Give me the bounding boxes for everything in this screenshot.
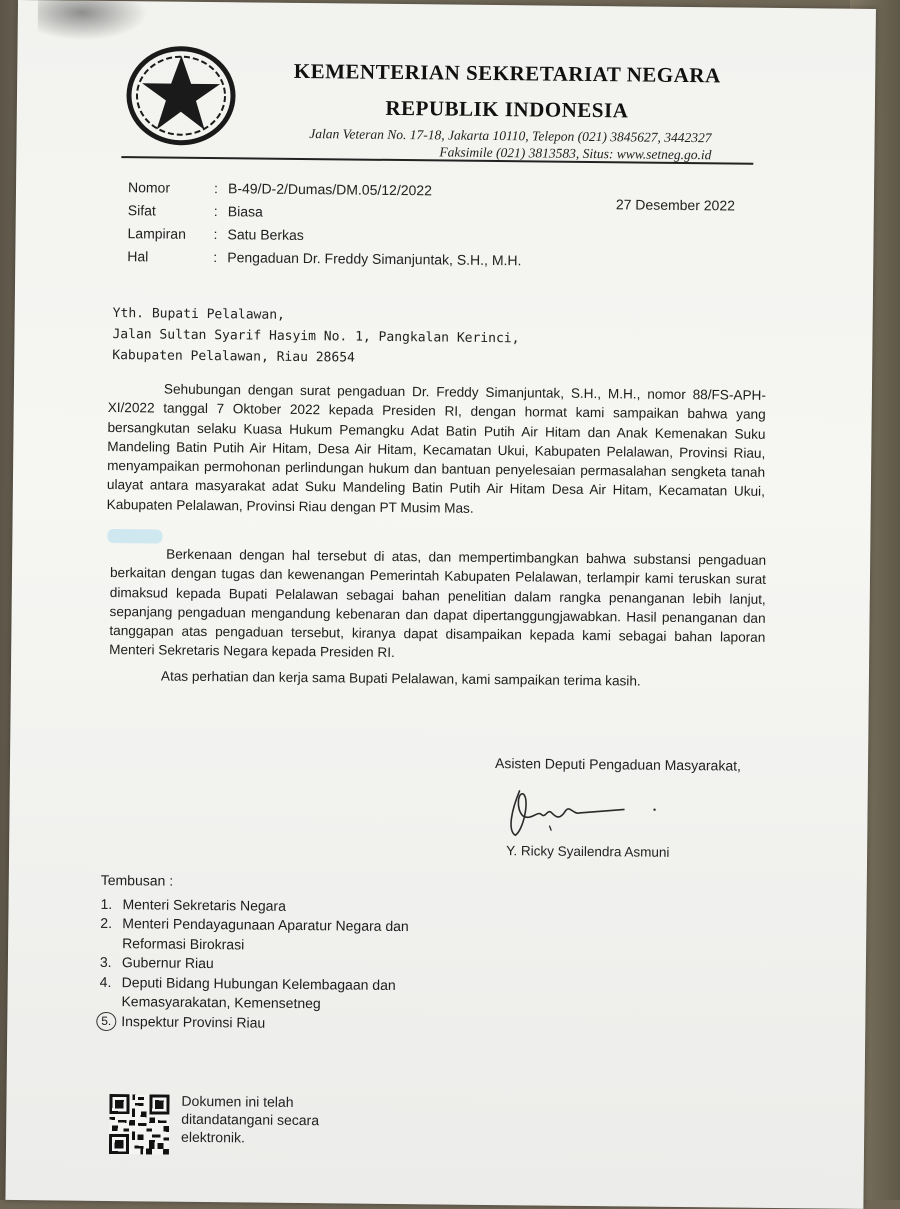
meta-colon: : [214,203,218,219]
meta-value: Biasa [228,203,263,219]
body-paragraph-2: Berkenaan dengan hal tersebut di atas, dan mempertimbangkan bahwa substansi pengaduan berkaitan dengan tugas dan kewenangan Pemerintah Kabupaten Pelalawan, terlampir kami teruskan surat dimaksud kepada Bupati Pelalawan sebagai bahan penelitian dalam rangka penanganan lebih lanjut, sepanjang pengaduan mengandung kebenaran dan dapat dipertanggungjawabkan. Hasil penanganan dan tanggapan atas pengaduan tersebut, kiranya dapat disampaikan kepada kami sebagai bahan laporan Menteri Sekretaris Negara kepada Presiden RI. [109,544,766,667]
ink-blot [107,529,162,544]
circled-list-item-number: 5. [96,1011,116,1030]
list-item-number: 2. [100,914,112,934]
copies-title: Tembusan : [101,871,453,894]
meta-value: B-49/D-2/Dumas/DM.05/12/2022 [228,180,432,198]
signatory-title: Asisten Deputi Pengaduan Masyarakat, [495,755,741,774]
letterhead-country: REPUBLIK INDONESIA [287,95,727,125]
letter-page [5,0,876,1209]
body-paragraph-3: Atas perhatian dan kerja sama Bupati Pelalawan, kami sampaikan terima kasih. [161,667,781,693]
smudge-mark [38,0,148,41]
qr-code-icon [109,1094,170,1155]
meta-colon: : [214,180,218,196]
meta-value: Satu Berkas [227,226,303,243]
body-paragraph-1: Sehubungan dengan surat pengaduan Dr. Freddy Simanjuntak, S.H., M.H., nomor 88/FS-APH-XI/2022 tanggal 7 Oktober 2022 kepada Presiden RI, dengan hormat kami sampaikan bahwa yang bersangkutan selaku Kuasa Hukum Pemangku Adat Batin Putih Air Hitam dan Anak Kemenakan Suku Mandeling Batin Putih Air Hitam, Desa Air Hitam, Kecamatan Ukui, Kabupaten Pelalawan, Provinsi Riau, menyampaikan permohonan perlindungan hukum dan bantuan penyelesaian permasalahan sengketa tanah ulayat antara masyarakat adat Suku Mandeling Batin Putih Air Hitam Desa Air Hitam, Kecamatan Ukui, Kabupaten Pelalawan, Provinsi Riau dengan PT Musim Mas. [107,379,766,521]
recipient-line-1: Yth. Bupati Pelalawan, [113,303,520,328]
meta-colon: : [213,226,217,242]
list-item-text: Deputi Bidang Hubungan Kelembagaan dan Kemasyarakatan, Kemensetneg [121,974,395,1012]
list-item-text: Inspektur Provinsi Riau [121,1013,265,1031]
recipient-block [112,303,520,370]
recipient-line-3: Kabupaten Pelalawan, Riau 28654 [112,345,519,370]
meta-value: Pengaduan Dr. Freddy Simanjuntak, S.H., M.H. [227,249,521,268]
letterhead-ministry: KEMENTERIAN SEKRETARIAT NEGARA [287,59,727,89]
list-item-number: 1. [100,894,112,914]
list-item-text: Menteri Sekretaris Negara [122,896,286,914]
electronic-signature-note: Dokumen ini telah ditandatangani secara elektronik. [181,1092,372,1148]
handwritten-signature-icon [489,780,665,852]
copies-list [99,871,453,1035]
meta-label: Sifat [128,202,208,219]
state-secretariat-star-emblem-icon [124,45,237,146]
list-item [100,914,452,957]
list-item-text: Menteri Pendayagunaan Aparatur Negara dan Reformasi Birokrasi [122,915,409,952]
meta-label: Nomor [128,179,208,196]
list-item-number: 4. [100,972,112,992]
letter-meta [127,179,128,271]
list-item-number: 3. [100,953,112,973]
meta-label: Lampiran [127,225,207,242]
address-line-1: Jalan Veteran No. 17-18, Jakarta 10110, Telepon (021) 3845627, 3442327 [272,125,712,147]
letter-date: 27 Desember 2022 [616,196,735,213]
recipient-line-2: Jalan Sultan Syarif Hasyim No. 1, Pangkalan Kerinci, [112,324,519,349]
meta-label: Hal [127,248,207,265]
signatory-name: Y. Ricky Syailendra Asmuni [506,843,669,860]
list-item [99,972,431,1014]
list-item-text: Gubernur Riau [122,954,214,971]
meta-colon: : [213,249,217,265]
address-line-2: Faksimile (021) 3813583, Situs: www.setneg.go.id [271,142,711,164]
list-item [99,1011,451,1034]
